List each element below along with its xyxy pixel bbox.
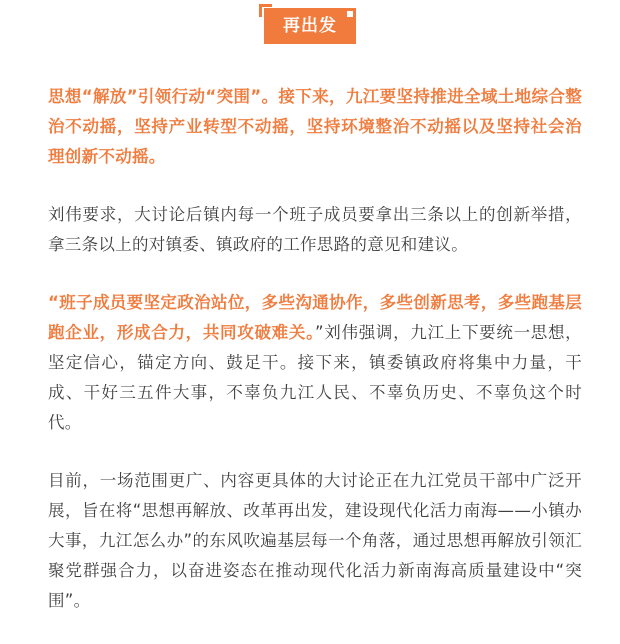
paragraph-3 [48, 288, 582, 438]
corner-notch-decoration [347, 11, 353, 17]
article-body [48, 82, 582, 644]
paragraph-3-highlight: “班子成员要坚定政治站位，多些沟通协作，多些创新思考，多些跑基层跑企业，形成合力，共同攻破难关。 [48, 293, 582, 342]
paragraph-3-text: ”刘伟强调，九江上下要统一思想，坚定信心，锚定方向、鼓足干。接下来，镇委镇政府将集中力量，干成、干好三五件大事，不辜负九江人民、不辜负历史、不辜负这个时代。 [48, 323, 582, 432]
paragraph-2-text: 刘伟要求，大讨论后镇内每一个班子成员要拿出三条以上的创新举措，拿三条以上的对镇委、镇政府的工作思路的意见和建议。 [48, 205, 582, 254]
section-header [0, 8, 620, 46]
paragraph-2 [48, 200, 582, 260]
paragraph-1-highlight: 思想“解放”引领行动“突围”。接下来，九江要坚持推进全域土地综合整治不动摇，坚持产业转型不动摇，坚持环境整治不动摇以及坚持社会治理创新不动摇。 [48, 87, 582, 166]
paragraph-4 [48, 466, 582, 616]
paragraph-4-text: 目前，一场范围更广、内容更具体的大讨论正在九江党员干部中广泛开展，旨在将“思想再解放、改革再出发，建设现代化活力南海——小镇办大事，九江怎么办”的东风吹遍基层每一个角落，通过思想再解放引领汇聚党群强合力，以奋进姿态在推动现代化活力新南海高质量建设中“突围”。 [48, 471, 582, 610]
section-title: 再出发 [264, 8, 356, 44]
paragraph-1 [48, 82, 582, 172]
